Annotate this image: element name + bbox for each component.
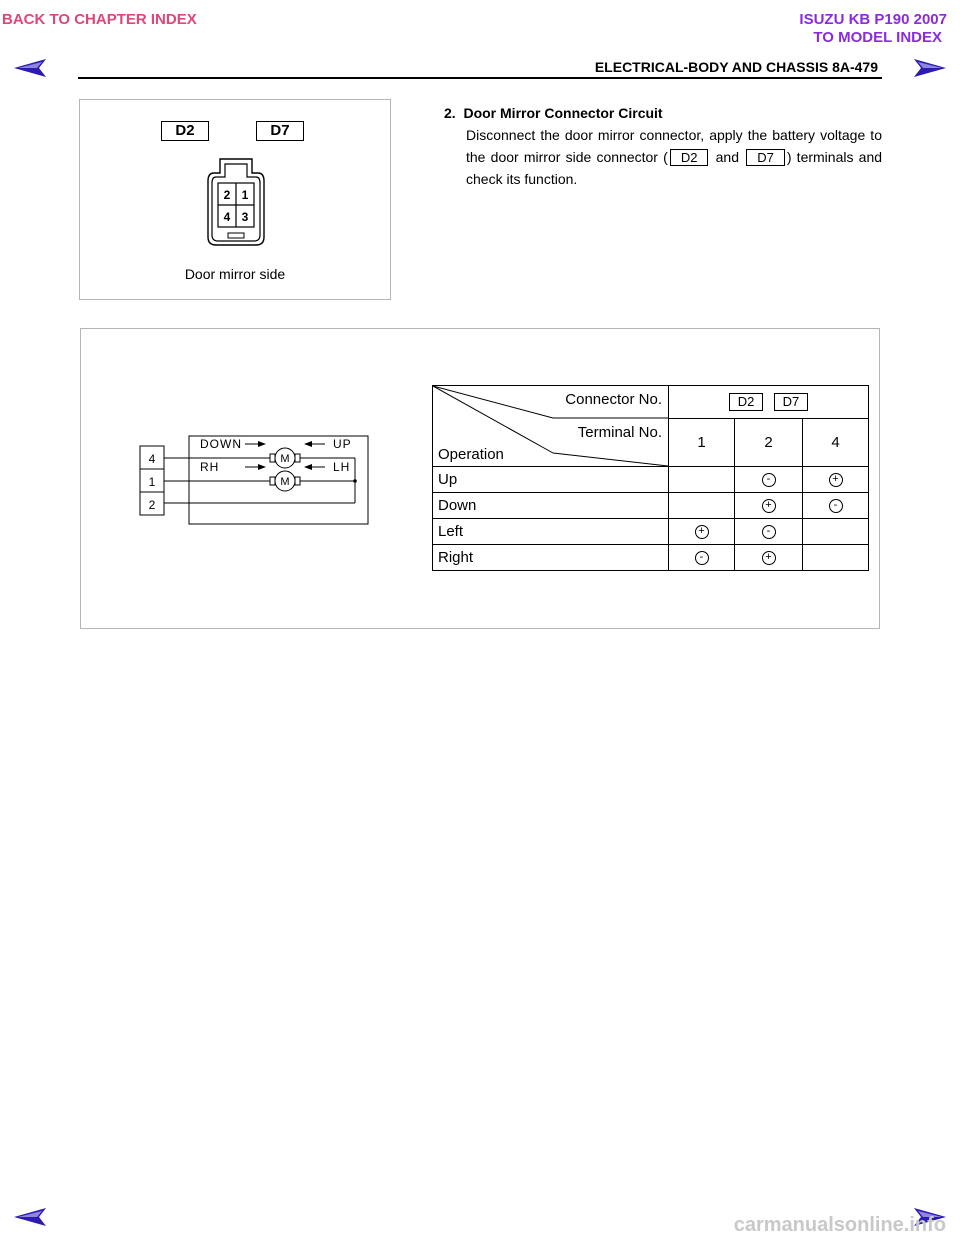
inline-tag-d7: D7 bbox=[746, 149, 785, 166]
to-model-index-link[interactable]: TO MODEL INDEX bbox=[813, 29, 942, 46]
minus-symbol: - bbox=[762, 473, 776, 487]
label-rh: RH bbox=[200, 460, 220, 474]
next-page-button[interactable] bbox=[912, 57, 948, 79]
terminal-1: 1 bbox=[148, 475, 156, 489]
page-header: ELECTRICAL-BODY AND CHASSIS 8A-479 bbox=[594, 59, 878, 75]
step-body-and: and bbox=[715, 149, 739, 165]
operation-cell: Left bbox=[433, 519, 669, 545]
mirror-motor-schematic bbox=[137, 433, 373, 529]
operation-cell: Up bbox=[433, 467, 669, 493]
label-down: DOWN bbox=[200, 437, 242, 451]
value-cell bbox=[803, 493, 869, 519]
connector-no-label: Connector No. bbox=[565, 391, 662, 408]
left-arrow-icon bbox=[14, 59, 46, 77]
motor-label: M bbox=[280, 453, 290, 465]
table-row bbox=[433, 467, 869, 493]
connector-figure bbox=[79, 99, 391, 300]
connector-face-diagram bbox=[200, 155, 272, 249]
connector-tag-d7: D7 bbox=[256, 121, 304, 141]
operation-cell: Down bbox=[433, 493, 669, 519]
left-arrow-icon bbox=[14, 1208, 46, 1226]
motor-up-down bbox=[270, 448, 300, 468]
operation-label: Operation bbox=[438, 446, 504, 463]
terminal-header: 2 bbox=[735, 419, 803, 467]
pin-3: 3 bbox=[241, 210, 249, 224]
terminal-header: 4 bbox=[803, 419, 869, 467]
step-body-part2: ) terminals and check its function. bbox=[466, 149, 883, 187]
function-check-table bbox=[432, 385, 869, 571]
value-cell bbox=[669, 519, 735, 545]
label-up: UP bbox=[333, 437, 352, 451]
plus-symbol: + bbox=[762, 551, 776, 565]
header-rule bbox=[78, 77, 882, 79]
watermark: carmanualsonline.info bbox=[733, 1214, 946, 1236]
circuit-figure bbox=[80, 328, 880, 629]
terminal-4: 4 bbox=[148, 452, 156, 466]
value-cell bbox=[669, 545, 735, 571]
table-row bbox=[433, 545, 869, 571]
right-arrow-icon bbox=[914, 59, 946, 77]
value-cell bbox=[735, 467, 803, 493]
minus-symbol: - bbox=[762, 525, 776, 539]
prev-page-button-bottom[interactable] bbox=[12, 1206, 48, 1228]
pin-1: 1 bbox=[241, 188, 249, 202]
plus-symbol: + bbox=[829, 473, 843, 487]
pin-2: 2 bbox=[223, 188, 231, 202]
prev-page-button[interactable] bbox=[12, 57, 48, 79]
connector-tag-d2: D2 bbox=[161, 121, 209, 141]
minus-symbol: - bbox=[695, 551, 709, 565]
motor-left-right bbox=[270, 471, 300, 491]
minus-symbol: - bbox=[829, 499, 843, 513]
operation-cell: Right bbox=[433, 545, 669, 571]
step-body-part1: Disconnect the door mirror connector, apply the battery voltage to the door mirror side connector ( bbox=[466, 127, 882, 165]
back-to-chapter-index-link[interactable]: BACK TO CHAPTER INDEX bbox=[2, 11, 197, 28]
instruction-step bbox=[444, 102, 882, 190]
table-tag-d7: D7 bbox=[774, 393, 809, 411]
table-row bbox=[433, 519, 869, 545]
terminal-2: 2 bbox=[148, 498, 156, 512]
motor-label: M bbox=[280, 476, 290, 488]
value-cell bbox=[735, 493, 803, 519]
pin-4: 4 bbox=[223, 210, 231, 224]
connector-caption: Door mirror side bbox=[184, 266, 286, 282]
connector-tags-cell bbox=[669, 386, 869, 419]
value-cell bbox=[803, 545, 869, 571]
value-cell bbox=[669, 493, 735, 519]
value-cell bbox=[735, 545, 803, 571]
value-cell bbox=[735, 519, 803, 545]
model-title: ISUZU KB P190 2007 bbox=[799, 11, 947, 28]
step-body bbox=[444, 124, 882, 190]
table-row bbox=[433, 493, 869, 519]
step-title-text: Door Mirror Connector Circuit bbox=[463, 105, 663, 121]
step-title bbox=[444, 102, 882, 124]
value-cell bbox=[803, 519, 869, 545]
inline-tag-d2: D2 bbox=[670, 149, 709, 166]
step-number: 2. bbox=[444, 105, 456, 121]
table-header-diagonal-cell bbox=[433, 386, 669, 467]
table-tag-d2: D2 bbox=[729, 393, 764, 411]
plus-symbol: + bbox=[695, 525, 709, 539]
plus-symbol: + bbox=[762, 499, 776, 513]
label-lh: LH bbox=[333, 460, 351, 474]
terminal-header: 1 bbox=[669, 419, 735, 467]
value-cell bbox=[669, 467, 735, 493]
value-cell bbox=[803, 467, 869, 493]
terminal-no-label: Terminal No. bbox=[577, 424, 662, 441]
